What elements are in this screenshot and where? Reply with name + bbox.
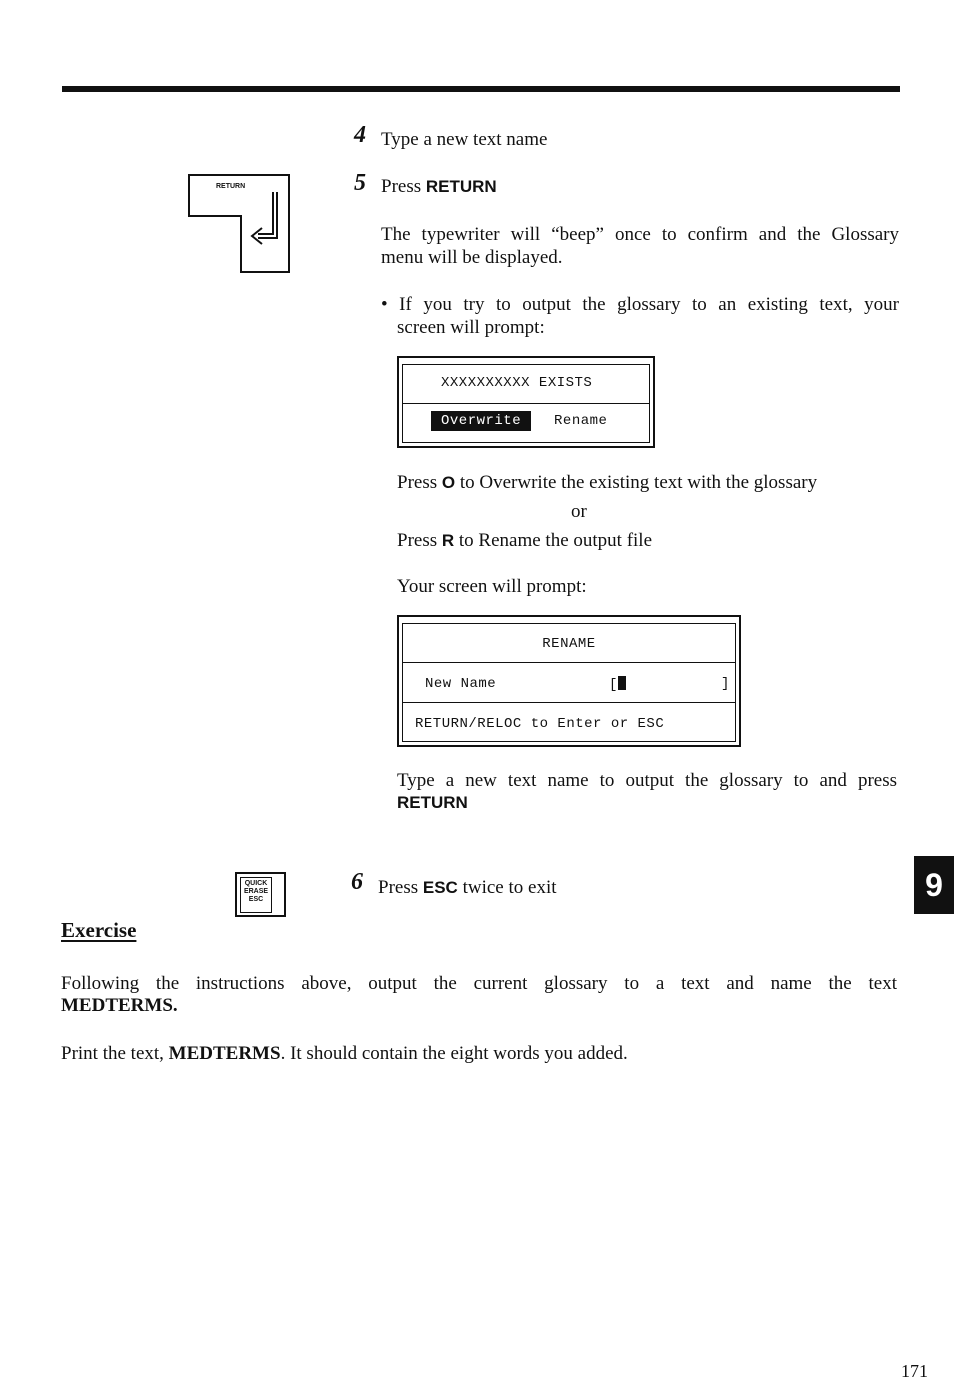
- step-4-number: 4: [354, 122, 366, 148]
- new-name-field[interactable]: [609, 676, 626, 693]
- type-new-line-2: RETURN: [397, 793, 468, 812]
- exists-screen: [397, 356, 655, 448]
- return-key-icon: [188, 174, 290, 274]
- exercise-para-1-line-1: Following the instructions above, output the current glossary to a text and name the text: [61, 973, 897, 994]
- return-key-label: RETURN: [216, 183, 246, 190]
- step-5-text: [381, 175, 497, 198]
- exercise-para-2-bold: MEDTERMS: [168, 1043, 281, 1064]
- bracket-close: ]: [721, 676, 730, 692]
- rename-screen-inner: [402, 623, 736, 742]
- overwrite-option[interactable]: Overwrite: [431, 411, 531, 431]
- exists-title: XXXXXXXXXX EXISTS: [441, 375, 593, 391]
- rename-footer: RETURN/RELOC to Enter or ESC: [415, 716, 665, 732]
- step-6-prefix: Press: [378, 877, 423, 898]
- beep-line-1: The typewriter will “beep” once to confirm and the Glossary: [381, 224, 899, 245]
- esc-key-label-3: ESC: [248, 896, 264, 903]
- beep-line-2: menu will be displayed.: [381, 247, 563, 268]
- esc-key-icon: [235, 872, 286, 917]
- rename-option[interactable]: Rename: [554, 413, 608, 429]
- or-text: or: [571, 501, 587, 522]
- exists-options: [431, 413, 649, 429]
- chapter-tab: 9: [914, 856, 954, 914]
- step-6-suffix: twice to exit: [457, 877, 557, 898]
- esc-key-label-1: QUICK: [244, 880, 268, 887]
- press-r-suffix: to Rename the output file: [454, 530, 653, 551]
- exercise-para-2-prefix: Print the text,: [61, 1043, 169, 1064]
- press-r-line: [397, 529, 652, 552]
- o-key: O: [441, 473, 456, 492]
- page-number: 171: [901, 1361, 928, 1381]
- new-name-label: New Name: [425, 676, 497, 692]
- exercise-para-2: [61, 1042, 628, 1065]
- exercise-heading: Exercise: [61, 918, 137, 942]
- top-rule: [62, 86, 900, 92]
- rename-screen: [397, 615, 741, 747]
- esc-key-inner: [240, 877, 272, 913]
- rename-title: RENAME: [542, 636, 596, 652]
- step-5-key: RETURN: [425, 177, 497, 196]
- exercise-para-2-suffix: . It should contain the eight words you added.: [280, 1043, 628, 1064]
- your-screen-text: Your screen will prompt:: [397, 576, 587, 597]
- step-6-key: ESC: [422, 878, 458, 897]
- text-cursor: [618, 676, 626, 690]
- press-o-prefix: Press: [397, 472, 442, 493]
- exercise-para-1-line-2: MEDTERMS.: [61, 995, 178, 1016]
- type-new-line-1: Type a new text name to output the glossary to and press: [397, 770, 897, 791]
- press-r-prefix: Press: [397, 530, 442, 551]
- bracket-open: [: [609, 677, 618, 693]
- press-o-suffix: to Overwrite the existing text with the glossary: [455, 472, 818, 493]
- rename-divider-2: [403, 702, 735, 703]
- rename-divider-1: [403, 662, 735, 663]
- step-4-text: Type a new text name: [381, 129, 548, 150]
- exists-divider: [403, 403, 649, 404]
- step-5-number: 5: [354, 170, 366, 196]
- esc-key-label-2: ERASE: [243, 888, 269, 895]
- new-name-row: [425, 676, 735, 692]
- step-5-prefix: Press: [381, 176, 426, 197]
- exists-screen-inner: [402, 364, 650, 443]
- bullet-line-1: • If you try to output the glossary to an existing text, your: [381, 294, 899, 315]
- step-6-number: 6: [351, 869, 363, 895]
- bullet-line-2: screen will prompt:: [397, 317, 545, 338]
- press-o-line: [397, 471, 817, 494]
- step-6-text: [378, 876, 557, 899]
- r-key: R: [441, 531, 455, 550]
